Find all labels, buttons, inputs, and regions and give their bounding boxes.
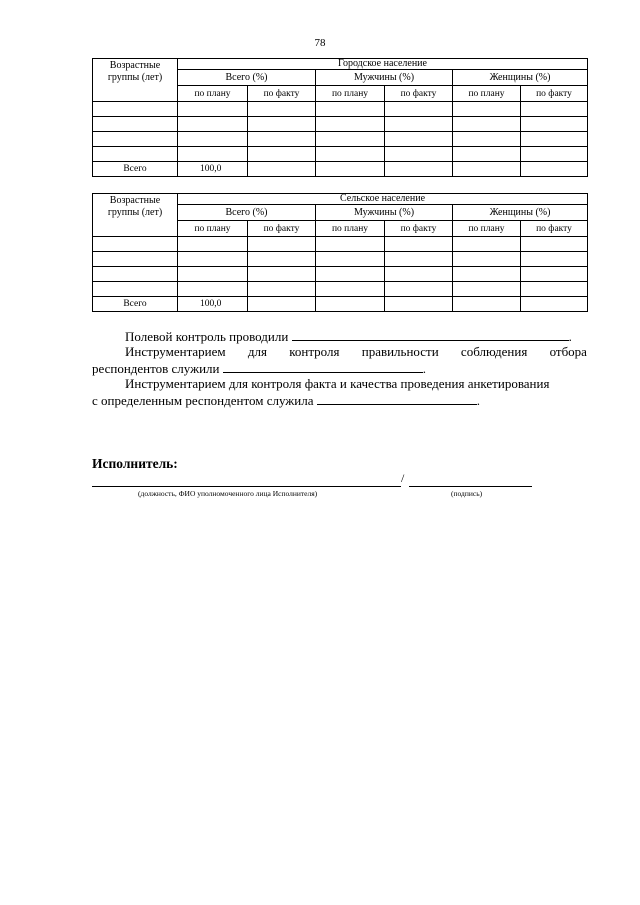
table-cell[interactable] — [316, 267, 385, 282]
urban-population-table — [92, 58, 588, 177]
total-label: Всего — [93, 297, 178, 312]
signature-caption: (подпись) — [451, 489, 483, 498]
table-cell[interactable] — [453, 117, 521, 132]
sub-header-plan: по плану — [316, 221, 385, 237]
table-cell[interactable] — [93, 237, 178, 252]
page-number: 78 — [314, 37, 326, 49]
sub-header-fact: по факту — [385, 221, 453, 237]
group-women-header: Женщины (%) — [453, 205, 588, 221]
table-cell[interactable] — [316, 117, 385, 132]
table-cell[interactable] — [248, 282, 316, 297]
table-cell[interactable] — [316, 102, 385, 117]
field-control-blank[interactable] — [292, 328, 569, 341]
word: соблюдения — [460, 344, 528, 359]
table-cell[interactable] — [521, 132, 588, 147]
sub-header-fact: по факту — [385, 86, 453, 102]
sampling-tools-label: респондентов служили — [92, 361, 220, 376]
word: Инструментарием — [125, 344, 226, 359]
group-women-header: Женщины (%) — [453, 70, 588, 86]
field-control-paragraph — [92, 328, 620, 345]
table-cell[interactable] — [385, 102, 453, 117]
table-cell[interactable] — [385, 117, 453, 132]
table-cell[interactable] — [521, 282, 588, 297]
table-row — [93, 147, 588, 162]
group-men-header: Мужчины (%) — [316, 70, 453, 86]
table-cell[interactable] — [178, 237, 248, 252]
table-cell[interactable] — [521, 252, 588, 267]
table-cell[interactable] — [453, 132, 521, 147]
table-cell[interactable] — [248, 237, 316, 252]
signature-line[interactable] — [409, 486, 532, 487]
table-cell[interactable] — [521, 162, 588, 177]
table-row — [93, 117, 588, 132]
table-cell[interactable] — [93, 282, 178, 297]
table-cell[interactable] — [316, 297, 385, 312]
group-total-header: Всего (%) — [178, 205, 316, 221]
sub-header-plan: по плану — [453, 86, 521, 102]
total-value: 100,0 — [178, 297, 248, 312]
table-cell[interactable] — [316, 282, 385, 297]
sub-header-fact: по факту — [521, 221, 588, 237]
sub-header-fact: по факту — [521, 86, 588, 102]
table-cell[interactable] — [316, 252, 385, 267]
table-cell[interactable] — [453, 237, 521, 252]
total-row — [93, 297, 588, 312]
table-cell[interactable] — [316, 162, 385, 177]
table-cell[interactable] — [453, 102, 521, 117]
rural-population-table — [92, 193, 588, 312]
table-cell[interactable] — [93, 132, 178, 147]
table-cell[interactable] — [453, 252, 521, 267]
group-total-header: Всего (%) — [178, 70, 316, 86]
table-cell[interactable] — [248, 297, 316, 312]
table-cell[interactable] — [93, 147, 178, 162]
table-cell[interactable] — [521, 267, 588, 282]
position-name-line[interactable] — [92, 486, 401, 487]
table-cell[interactable] — [248, 102, 316, 117]
table-cell[interactable] — [521, 297, 588, 312]
table-cell[interactable] — [178, 252, 248, 267]
table-cell[interactable] — [178, 117, 248, 132]
table-cell[interactable] — [316, 147, 385, 162]
table-cell[interactable] — [316, 237, 385, 252]
sub-header-plan: по плану — [178, 86, 248, 102]
sampling-tools-paragraph — [92, 344, 587, 377]
age-groups-header: Возрастные группы (лет) — [93, 59, 178, 102]
table-cell[interactable] — [521, 237, 588, 252]
table-cell[interactable] — [453, 162, 521, 177]
table-cell[interactable] — [521, 102, 588, 117]
table-cell[interactable] — [248, 162, 316, 177]
survey-quality-blank[interactable] — [317, 392, 477, 405]
table-row — [93, 102, 588, 117]
table-cell[interactable] — [453, 282, 521, 297]
sub-header-plan: по плану — [316, 86, 385, 102]
period: . — [422, 361, 426, 376]
period: . — [476, 393, 480, 408]
word: для — [247, 344, 267, 359]
table-cell[interactable] — [93, 267, 178, 282]
rural-title: Сельское население — [178, 194, 588, 205]
table-cell[interactable] — [385, 267, 453, 282]
total-value: 100,0 — [178, 162, 248, 177]
signature-slash: / — [401, 471, 405, 485]
sub-header-plan: по плану — [453, 221, 521, 237]
survey-quality-paragraph — [92, 376, 587, 409]
sampling-tools-blank[interactable] — [223, 360, 423, 373]
sub-header-fact: по факту — [248, 221, 316, 237]
urban-title: Городское население — [178, 59, 588, 70]
sub-header-fact: по факту — [248, 86, 316, 102]
table-cell[interactable] — [385, 132, 453, 147]
table-row — [93, 252, 588, 267]
table-cell[interactable] — [178, 282, 248, 297]
executor-title: Исполнитель: — [92, 456, 178, 471]
table-cell[interactable] — [248, 132, 316, 147]
table-cell[interactable] — [521, 147, 588, 162]
table-cell[interactable] — [248, 267, 316, 282]
table-cell[interactable] — [93, 117, 178, 132]
table-cell[interactable] — [385, 282, 453, 297]
table-cell[interactable] — [521, 117, 588, 132]
age-groups-header: Возрастные группы (лет) — [93, 194, 178, 237]
table-cell[interactable] — [316, 132, 385, 147]
group-men-header: Мужчины (%) — [316, 205, 453, 221]
table-row — [93, 132, 588, 147]
table-cell[interactable] — [178, 147, 248, 162]
table-cell[interactable] — [385, 297, 453, 312]
table-cell[interactable] — [385, 162, 453, 177]
word: отбора — [549, 344, 587, 359]
table-cell[interactable] — [385, 252, 453, 267]
table-cell[interactable] — [385, 237, 453, 252]
table-cell[interactable] — [248, 117, 316, 132]
table-cell[interactable] — [453, 147, 521, 162]
table-cell[interactable] — [248, 252, 316, 267]
word: контроля — [289, 344, 340, 359]
table-row — [93, 267, 588, 282]
field-control-label: Полевой контроль проводили — [125, 329, 289, 344]
table-row — [93, 282, 588, 297]
table-row — [93, 237, 588, 252]
survey-quality-line1: Инструментарием для контроля факта и качества проведения анкетирования — [125, 376, 550, 391]
table-cell[interactable] — [453, 267, 521, 282]
total-row — [93, 162, 588, 177]
table-cell[interactable] — [178, 132, 248, 147]
period: . — [568, 329, 572, 344]
table-cell[interactable] — [385, 147, 453, 162]
table-cell[interactable] — [178, 267, 248, 282]
table-cell[interactable] — [453, 297, 521, 312]
table-cell[interactable] — [93, 252, 178, 267]
sub-header-plan: по плану — [178, 221, 248, 237]
word: правильности — [361, 344, 439, 359]
table-cell[interactable] — [178, 102, 248, 117]
total-label: Всего — [93, 162, 178, 177]
table-cell[interactable] — [93, 102, 178, 117]
position-name-caption: (должность, ФИО уполномоченного лица Исполнителя) — [138, 489, 318, 498]
table-cell[interactable] — [248, 147, 316, 162]
survey-quality-label: с определенным респондентом служила — [92, 393, 314, 408]
